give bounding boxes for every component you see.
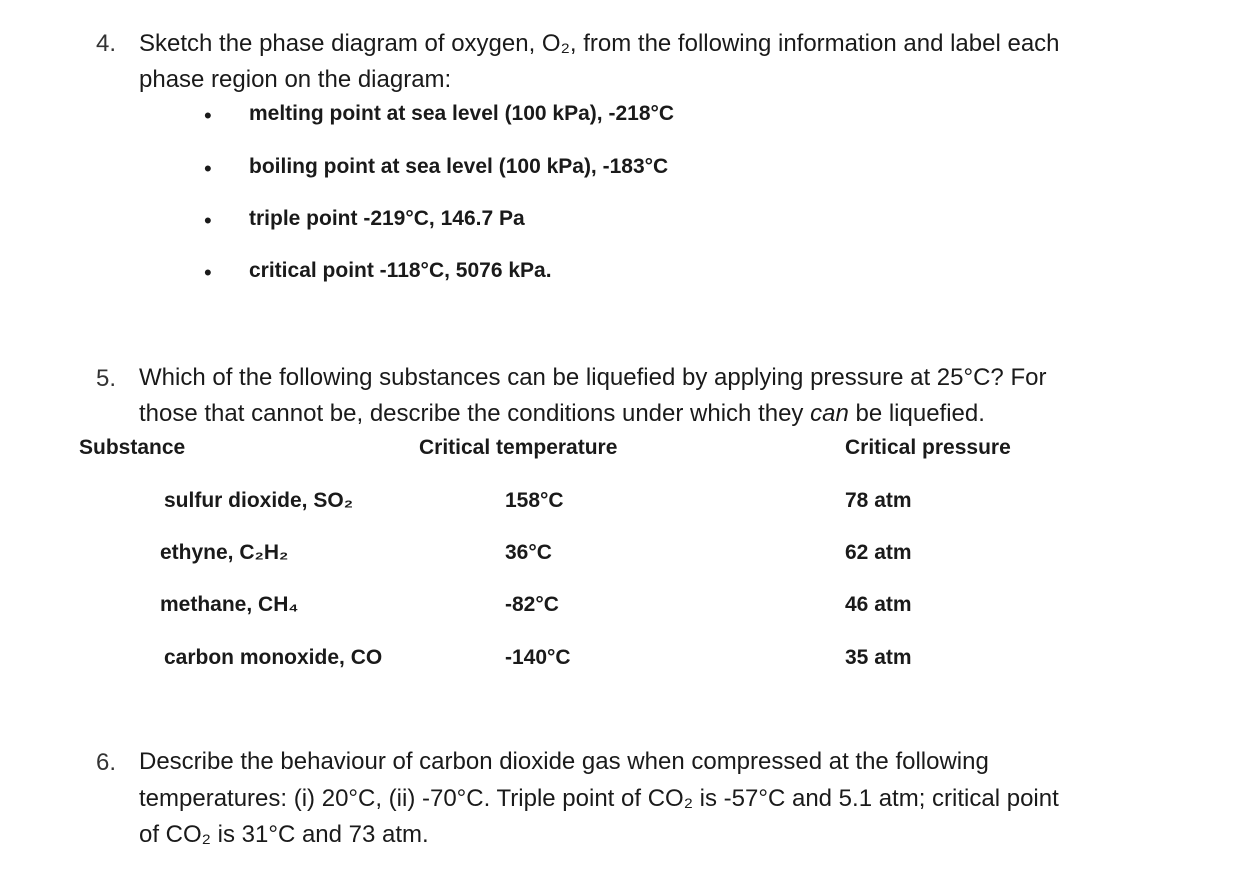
q4-bullet-boiling-point: boiling point at sea level (100 kPa), -183°C: [249, 155, 669, 178]
question-6-line-3: of CO₂ is 31°C and 73 atm.: [139, 821, 429, 848]
table-cell-pressure: 35 atm: [845, 646, 912, 669]
question-5-line-1: Which of the following substances can be liquefied by applying pressure at 25°C? For: [139, 364, 1047, 391]
question-5-number: 5.: [96, 365, 117, 392]
table-cell-temperature: -140°C: [505, 646, 571, 669]
bullet-icon: •: [204, 208, 212, 233]
table-cell-temperature: 36°C: [505, 541, 552, 564]
table-cell-substance: methane, CH₄: [160, 593, 299, 616]
question-6-line-1: Describe the behaviour of carbon dioxide gas when compressed at the following: [139, 748, 989, 775]
question-5-line-2-pre: those that cannot be, describe the conditions under which they: [139, 400, 811, 427]
table-cell-substance: sulfur dioxide, SO₂: [164, 489, 354, 512]
table-cell-temperature: 158°C: [505, 489, 564, 512]
bullet-icon: •: [204, 260, 212, 285]
question-6-number: 6.: [96, 749, 117, 776]
bullet-icon: •: [204, 156, 212, 181]
table-header-substance: Substance: [79, 436, 186, 459]
question-4-line-1: Sketch the phase diagram of oxygen, O₂, from the following information and label each: [139, 30, 1060, 57]
table-header-critical-pressure: Critical pressure: [845, 436, 1011, 459]
question-5-emphasis: can: [810, 400, 849, 427]
table-cell-pressure: 46 atm: [845, 593, 912, 616]
q4-bullet-critical-point: critical point -118°C, 5076 kPa.: [249, 259, 552, 282]
table-cell-pressure: 62 atm: [845, 541, 912, 564]
table-cell-substance: ethyne, C₂H₂: [160, 541, 289, 564]
question-4-number: 4.: [96, 30, 117, 57]
question-5-line-2: [139, 396, 985, 432]
table-cell-pressure: 78 atm: [845, 489, 912, 512]
question-6-line-2: temperatures: (i) 20°C, (ii) -70°C. Triple point of CO₂ is -57°C and 5.1 atm; critical point: [139, 785, 1059, 812]
question-5-line-2-post: be liquefied.: [848, 400, 985, 427]
table-cell-temperature: -82°C: [505, 593, 559, 616]
question-4-line-2: phase region on the diagram:: [139, 66, 452, 93]
q4-bullet-triple-point: triple point -219°C, 146.7 Pa: [249, 207, 525, 230]
q4-bullet-melting-point: melting point at sea level (100 kPa), -218°C: [249, 102, 675, 125]
table-cell-substance: carbon monoxide, CO: [164, 646, 383, 669]
table-header-critical-temperature: Critical temperature: [419, 436, 618, 459]
bullet-icon: •: [204, 103, 212, 128]
